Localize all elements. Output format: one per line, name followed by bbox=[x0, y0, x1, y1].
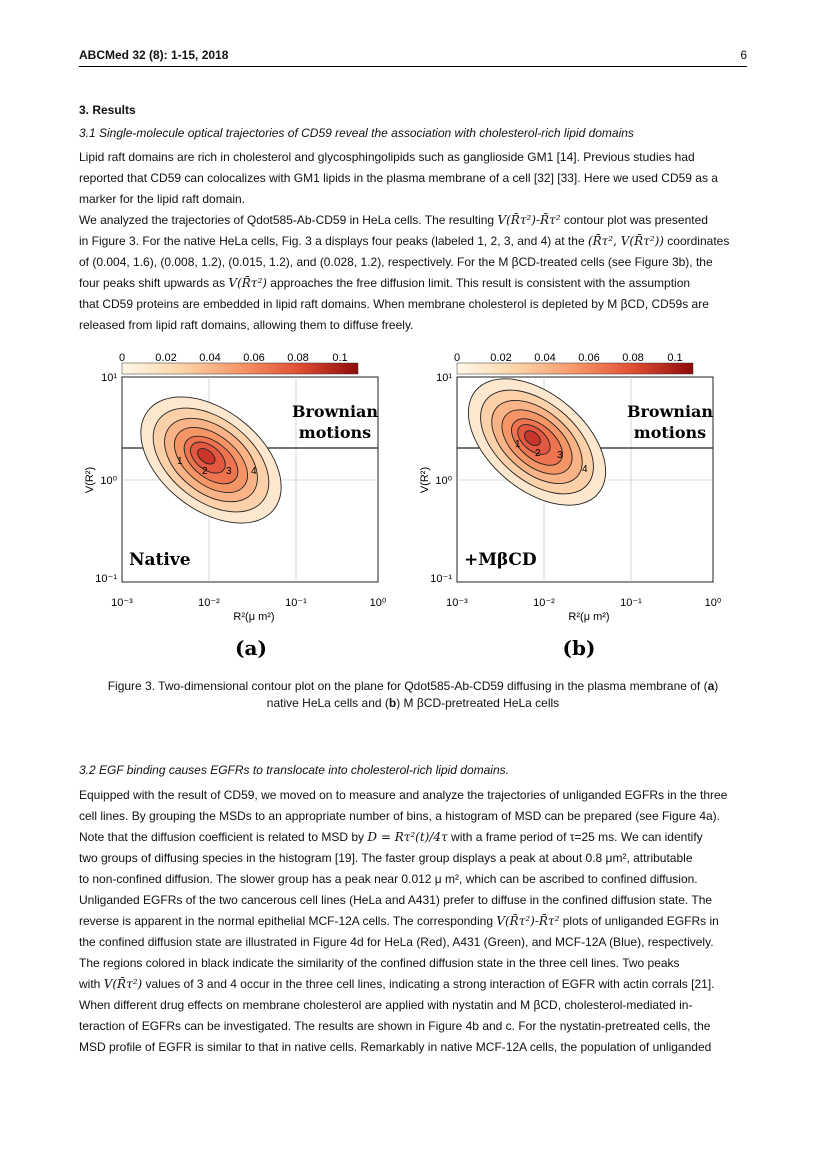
text-line: Unliganded EGFRs of the two cancerous cell lines (HeLa and A431) prefer to diffuse in the confined diffusion state. The bbox=[79, 893, 713, 907]
brownian-label: motions bbox=[298, 423, 372, 442]
peak-label: 2 bbox=[202, 466, 208, 477]
x-tick: 10⁻³ bbox=[446, 597, 468, 609]
colorbar-tick: 0.02 bbox=[155, 352, 177, 364]
brownian-label: motions bbox=[633, 423, 707, 442]
paragraph-egfr-analysis bbox=[79, 785, 747, 1058]
x-axis-label: R²(μ m²) bbox=[233, 611, 275, 623]
peak-label: 3 bbox=[557, 450, 563, 461]
figure-3-caption: Figure 3. Two-dimensional contour plot on the plane for Qdot585-Ab-CD59 diffusing in the plasma membrane of (a) native HeLa cells and (b) M βCD-pretreated HeLa cells bbox=[107, 679, 719, 710]
colorbar-tick: 0.04 bbox=[534, 352, 556, 364]
peak-label: 1 bbox=[177, 456, 183, 467]
text-line: reverse is apparent in the normal epithelial MCF-12A cells. The corresponding V(R̄τ²)-R̄τ² plots of unliganded EGFRs in bbox=[79, 914, 719, 928]
text-line: When different drug effects on membrane cholesterol are applied with nystatin and M βCD, cholesterol-mediated in- bbox=[79, 998, 693, 1012]
text-line: to non-confined diffusion. The slower group has a peak near 0.012 μ m², which can be ascribed to confined diffusion. bbox=[79, 872, 698, 886]
page-number: 6 bbox=[740, 48, 747, 62]
running-header bbox=[79, 48, 747, 62]
panel-a bbox=[84, 352, 387, 660]
x-tick: 10⁻³ bbox=[111, 597, 133, 609]
colorbar-tick: 0.04 bbox=[199, 352, 221, 364]
subsection-heading-3-2: 3.2 EGF binding causes EGFRs to translocate into cholesterol-rich lipid domains. bbox=[79, 763, 509, 777]
text-line: MSD profile of EGFR is similar to that in native cells. Remarkably in native MCF-12A cells, the population of unliganded bbox=[79, 1040, 712, 1054]
peak-label: 3 bbox=[226, 466, 232, 477]
peak-label: 4 bbox=[582, 464, 588, 475]
paragraph-lipid-raft bbox=[79, 147, 747, 210]
brownian-label: Brownian bbox=[626, 402, 714, 421]
y-axis-label: V(R²) bbox=[84, 466, 96, 494]
y-tick: 10¹ bbox=[101, 372, 117, 384]
x-axis-label: R²(μ m²) bbox=[568, 611, 610, 623]
y-tick: 10⁻¹ bbox=[430, 573, 452, 585]
y-axis-label: V(R²) bbox=[419, 466, 431, 494]
header-rule bbox=[79, 66, 747, 67]
y-tick: 10⁰ bbox=[435, 475, 452, 487]
colorbar-tick: 0.1 bbox=[332, 352, 348, 364]
text-line: Lipid raft domains are rich in cholesterol and glycosphingolipids such as ganglioside GM1 [14]. Previous studies had bbox=[79, 150, 695, 164]
colorbar-tick: 0.06 bbox=[243, 352, 265, 364]
journal-citation: ABCMed 32 (8): 1-15, 2018 bbox=[79, 48, 229, 62]
text-line: that CD59 proteins are embedded in lipid raft domains. When membrane cholesterol is depleted by M βCD, CD59s are bbox=[79, 297, 709, 311]
y-tick: 10⁻¹ bbox=[95, 573, 117, 585]
text-line: cell lines. By grouping the MSDs to an appropriate number of bins, a histogram of MSD can be prepared (see Figure 4a). bbox=[79, 809, 720, 823]
x-tick: 10⁰ bbox=[369, 597, 387, 609]
x-tick: 10⁻² bbox=[198, 597, 220, 609]
peak-label: 1 bbox=[515, 439, 521, 450]
panel-tag-b: (b) bbox=[562, 636, 596, 660]
panel-label-mbcd: +MβCD bbox=[464, 550, 537, 570]
colorbar-tick: 0 bbox=[118, 352, 126, 364]
text-line: the confined diffusion state are illustrated in Figure 4d for HeLa (Red), A431 (Green), and MCF-12A (Blue), respectively. bbox=[79, 935, 714, 949]
peak-label: 4 bbox=[251, 466, 257, 477]
text-line: with V(R̄τ²) values of 3 and 4 occur in the three cell lines, indicating a strong interaction of EGFR with actin corrals [21]. bbox=[79, 977, 715, 991]
colorbar-tick: 0.08 bbox=[622, 352, 644, 364]
colorbar-tick: 0 bbox=[453, 352, 461, 364]
colorbar-tick: 0.02 bbox=[490, 352, 512, 364]
colorbar-tick: 0.1 bbox=[667, 352, 683, 364]
text-line: teraction of EGFRs can be investigated. The results are shown in Figure 4b and c. For the nystatin-pretreated cells, the bbox=[79, 1019, 711, 1033]
panel-b bbox=[419, 352, 722, 660]
y-tick: 10⁰ bbox=[100, 475, 117, 487]
x-tick: 10⁻¹ bbox=[285, 597, 307, 609]
text-line: Equipped with the result of CD59, we moved on to measure and analyze the trajectories of unliganded EGFRs in the three bbox=[79, 788, 728, 802]
colorbar-tick: 0.06 bbox=[578, 352, 600, 364]
section-heading: 3. Results bbox=[79, 103, 136, 117]
x-tick: 10⁻¹ bbox=[620, 597, 642, 609]
text-line: reported that CD59 can colocalizes with GM1 lipids in the plasma membrane of a cell [32] [33]. Here we used CD59 as a bbox=[79, 171, 718, 185]
text-line: four peaks shift upwards as V(R̄τ²) approaches the free diffusion limit. This result is consistent with the assumption bbox=[79, 276, 691, 290]
y-tick: 10¹ bbox=[436, 372, 452, 384]
text-line: Note that the diffusion coefficient is related to MSD by D = Rτ²(t)/4τ with a frame period of τ=25 ms. We can identify bbox=[79, 830, 703, 844]
panel-label-native: Native bbox=[129, 550, 191, 570]
figure-3-contour-plots bbox=[79, 350, 747, 668]
text-line: released from lipid raft domains, allowing them to diffuse freely. bbox=[79, 318, 414, 332]
brownian-label: Brownian bbox=[291, 402, 379, 421]
x-tick: 10⁻² bbox=[533, 597, 555, 609]
x-tick: 10⁰ bbox=[704, 597, 722, 609]
text-line: two groups of diffusing species in the histogram [19]. The faster group displays a peak at about 0.8 μm², attributable bbox=[79, 851, 693, 865]
text-line: marker for the lipid raft domain. bbox=[79, 192, 246, 206]
colorbar-b bbox=[457, 363, 693, 374]
subsection-heading-3-1: 3.1 Single-molecule optical trajectories of CD59 reveal the association with cholesterol-rich lipid domains bbox=[79, 126, 634, 140]
text-line: The regions colored in black indicate the similarity of the confined diffusion state in the three cell lines. Two peaks bbox=[79, 956, 680, 970]
peak-label: 2 bbox=[535, 448, 541, 459]
colorbar-tick: 0.08 bbox=[287, 352, 309, 364]
colorbar-a bbox=[122, 363, 358, 374]
text-line: in Figure 3. For the native HeLa cells, Fig. 3 a displays four peaks (labeled 1, 2, 3, and 4) at the (R̄τ², V(R̄τ²)) coordinates bbox=[79, 234, 730, 248]
text-line: of (0.004, 1.6), (0.008, 1.2), (0.015, 1.2), and (0.028, 1.2), respectively. For the M βCD-treated cells (see Figure 3b), the bbox=[79, 255, 713, 269]
text-line: We analyzed the trajectories of Qdot585-Ab-CD59 in HeLa cells. The resulting V(R̄τ²)-R̄τ² contour plot was presented bbox=[79, 213, 708, 227]
panel-tag-a: (a) bbox=[235, 636, 267, 660]
paragraph-cd59-analysis bbox=[79, 210, 747, 336]
